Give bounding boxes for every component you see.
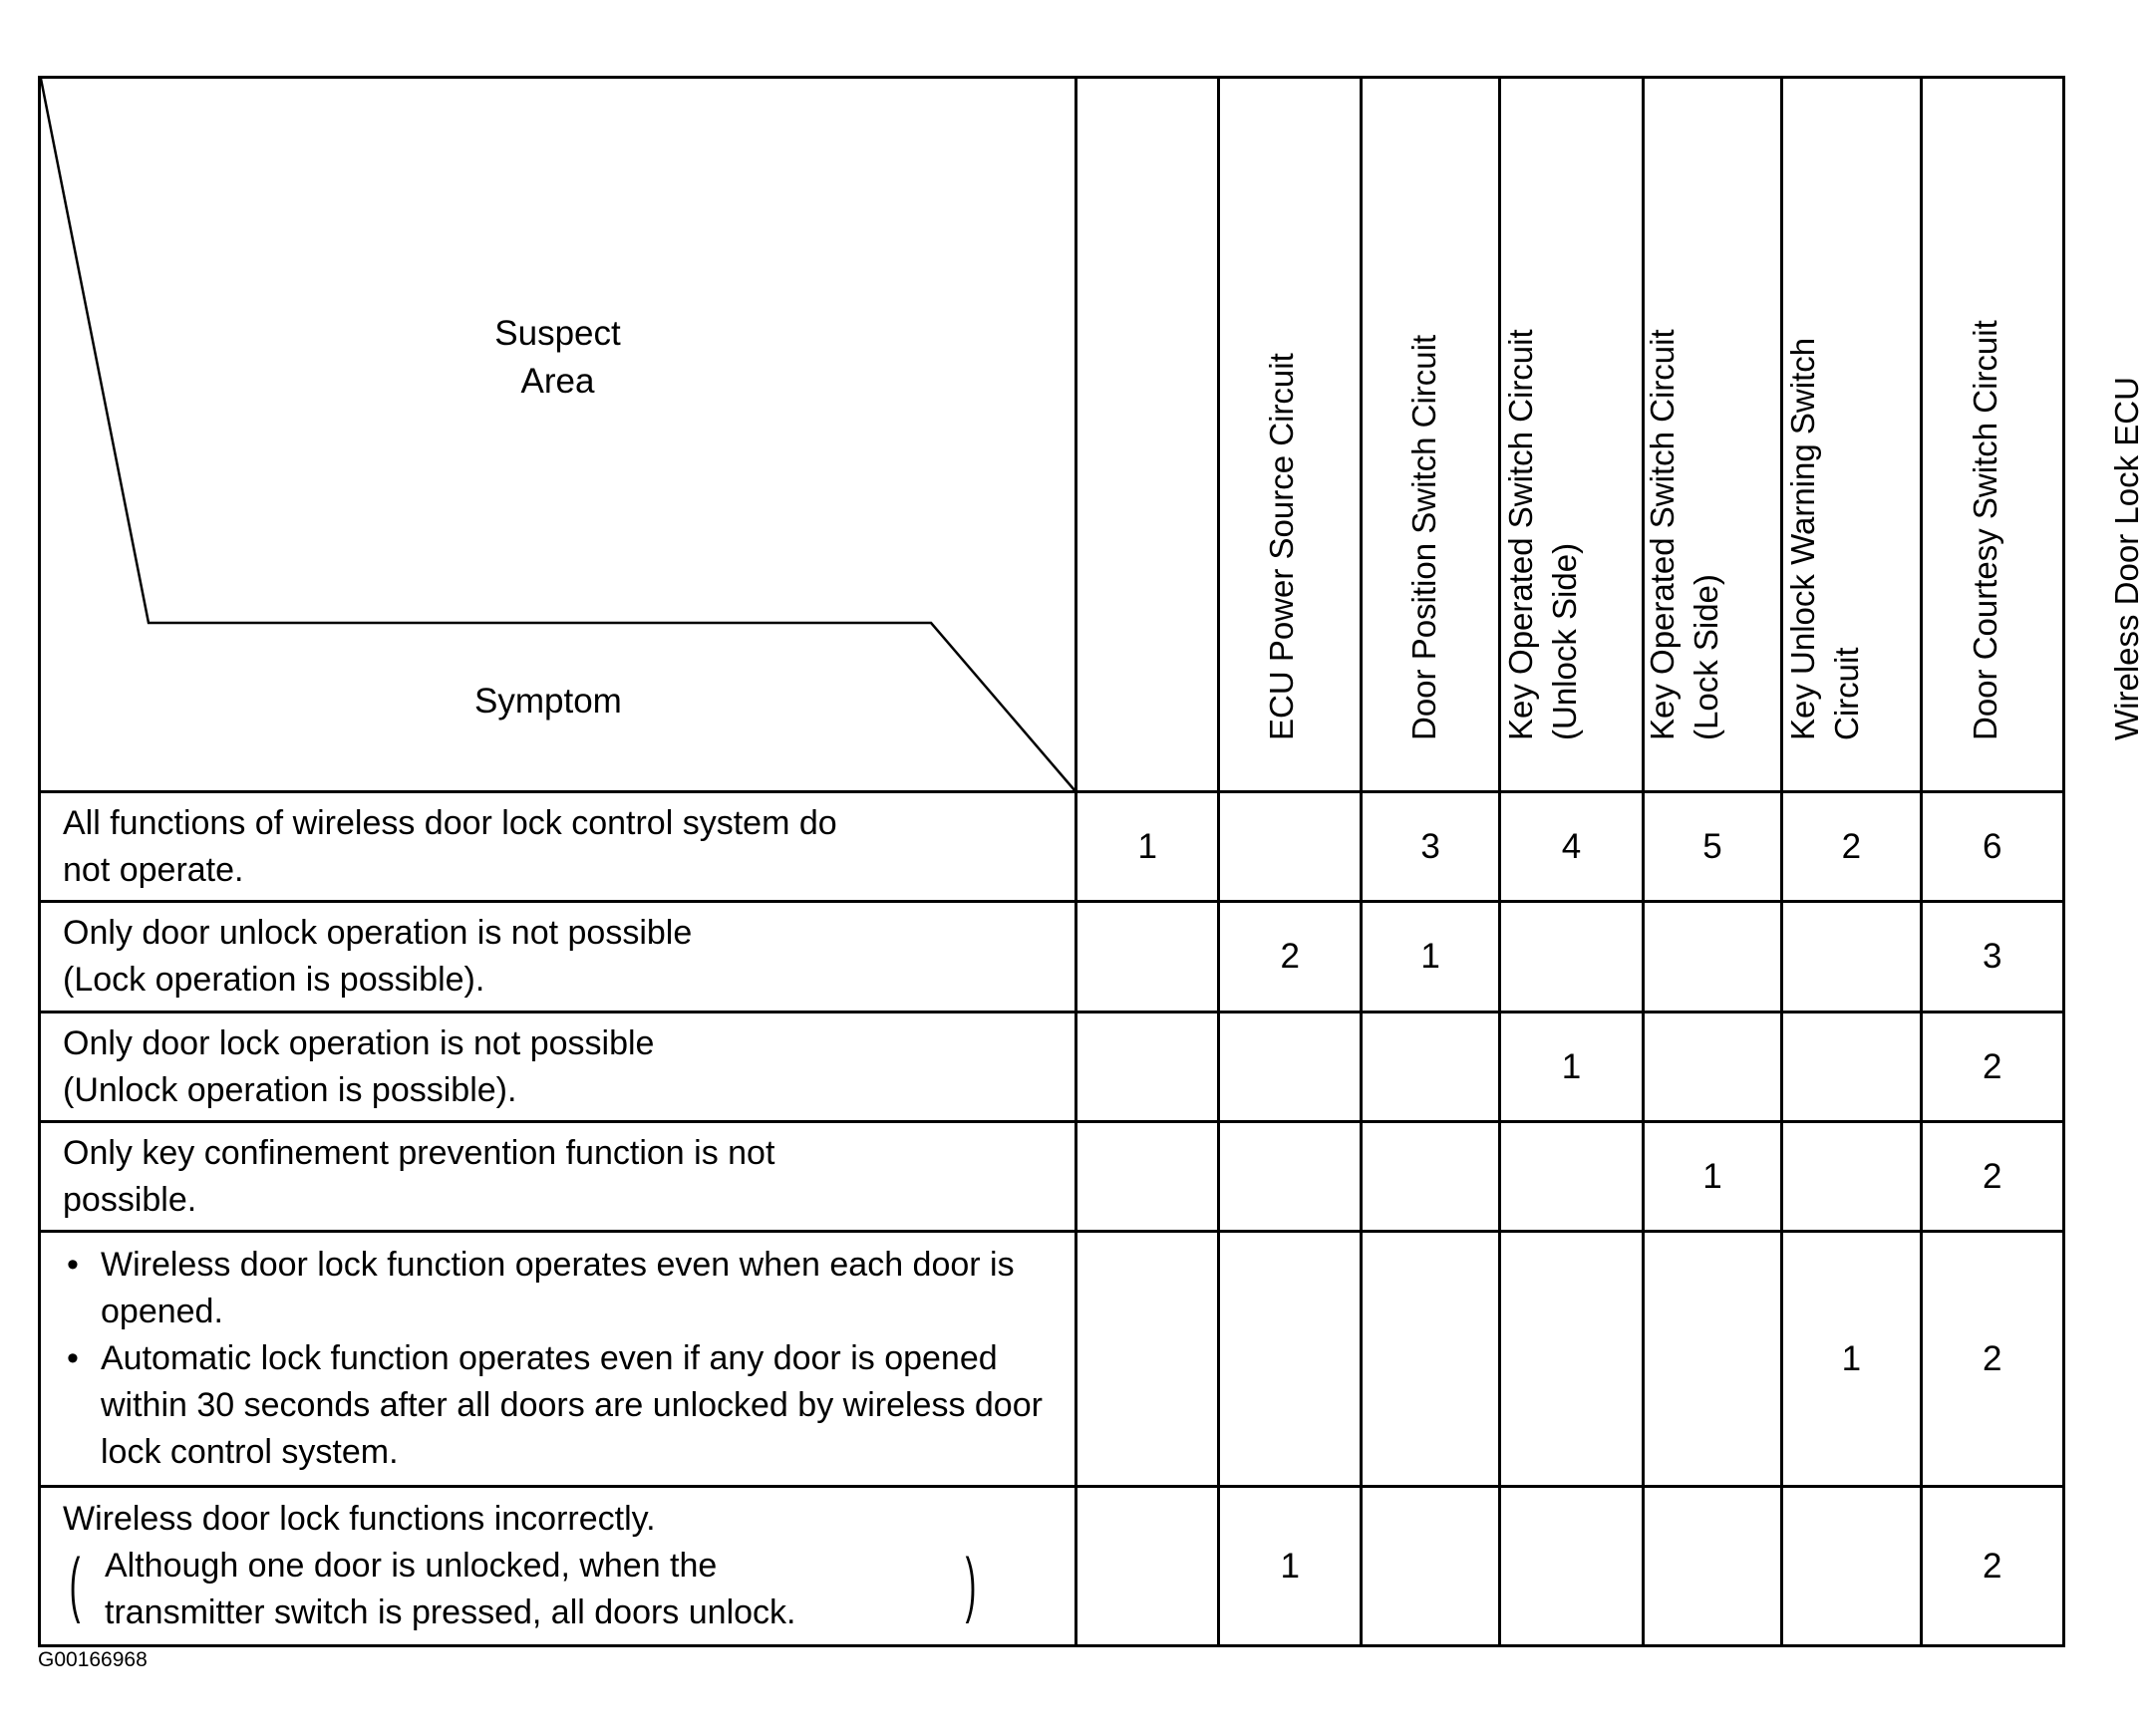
column-header-label: Wireless Door Lock ECU xyxy=(2107,377,2145,740)
value-cell: 1 xyxy=(1076,792,1219,902)
table-row xyxy=(40,1232,2064,1487)
column-header-ecu-power-source xyxy=(1076,78,1301,792)
value-cell: 3 xyxy=(1361,792,1499,902)
value-cell xyxy=(1782,902,1921,1013)
value-cell xyxy=(1219,1232,1361,1487)
parenthetical-note xyxy=(63,1543,1053,1636)
value-cell xyxy=(1219,792,1361,902)
value-cell xyxy=(1361,1487,1499,1646)
value-cell: 2 xyxy=(1782,792,1921,902)
column-header-door-position-switch xyxy=(1219,78,1442,792)
parenthetical-text-line: Although one door is unlocked, when the xyxy=(105,1547,718,1585)
value-cell xyxy=(1219,1013,1361,1122)
table-row xyxy=(40,1122,2064,1232)
symptom-text-line: Wireless door lock functions incorrectly. xyxy=(63,1500,656,1538)
symptom-cell xyxy=(40,1232,1076,1487)
column-header-key-switch-unlock xyxy=(1361,78,1583,792)
value-cell: 2 xyxy=(1921,1232,2063,1487)
value-cell xyxy=(1643,902,1781,1013)
table-row xyxy=(40,1487,2064,1646)
symptom-label: Symptom xyxy=(474,682,622,721)
symptom-cell xyxy=(40,902,1076,1013)
symptom-text-line: Only door lock operation is not possible xyxy=(63,1023,655,1062)
value-cell xyxy=(1076,1122,1219,1232)
value-cell xyxy=(1076,902,1219,1013)
value-cell: 1 xyxy=(1782,1232,1921,1487)
figure-id: G00166968 xyxy=(38,1648,148,1671)
value-cell xyxy=(1782,1122,1921,1232)
value-cell xyxy=(1361,1013,1499,1122)
value-cell: 1 xyxy=(1643,1122,1781,1232)
value-cell xyxy=(1782,1013,1921,1122)
troubleshooting-table-container xyxy=(38,76,2145,1641)
symptom-text-line: (Lock operation is possible). xyxy=(63,961,485,999)
value-cell: 1 xyxy=(1361,902,1499,1013)
column-header-label: Door Position Switch Circuit xyxy=(1404,334,1442,740)
value-cell: 3 xyxy=(1921,902,2063,1013)
column-header-label: Key Operated Switch Circuit (Lock Side) xyxy=(1643,329,1724,740)
bullet-icon: • xyxy=(67,1339,79,1377)
value-cell: 2 xyxy=(1921,1013,2063,1122)
symptom-text-line: Only key confinement prevention function is not xyxy=(63,1133,775,1172)
symptom-bullet-list xyxy=(63,1242,1053,1476)
symptom-text-line: possible. xyxy=(63,1180,197,1219)
column-header-label: Door Courtesy Switch Circuit xyxy=(1967,320,2004,740)
symptom-bullet-text: Wireless door lock function operates even when each door is opened. xyxy=(101,1246,1015,1330)
value-cell xyxy=(1361,1232,1499,1487)
value-cell: 2 xyxy=(1219,902,1361,1013)
column-header-wireless-door-lock-ecu xyxy=(1921,78,2145,792)
column-header-label: Key Unlock Warning Switch Circuit xyxy=(1783,337,1865,740)
column-header-label: Key Operated Switch Circuit (Unlock Side) xyxy=(1501,329,1583,740)
list-item xyxy=(63,1335,1053,1476)
value-cell xyxy=(1076,1487,1219,1646)
symptom-text-line: (Unlock operation is possible). xyxy=(63,1070,517,1109)
value-cell xyxy=(1076,1232,1219,1487)
parenthetical-text-line: transmitter switch is pressed, all doors unlock. xyxy=(105,1593,796,1631)
value-cell: 2 xyxy=(1921,1122,2063,1232)
value-cell: 1 xyxy=(1219,1487,1361,1646)
value-cell xyxy=(1361,1122,1499,1232)
list-item xyxy=(63,1242,1053,1335)
suspect-area-label: Suspect Area xyxy=(494,314,621,401)
symptom-bullet-text: Automatic lock function operates even if any door is opened within 30 seconds after all doors are unlocked by wireless door lock control system. xyxy=(101,1339,1043,1471)
value-cell: 5 xyxy=(1643,792,1781,902)
value-cell xyxy=(1219,1122,1361,1232)
bullet-icon: • xyxy=(67,1246,79,1284)
close-paren: ) xyxy=(965,1545,977,1624)
value-cell: 6 xyxy=(1921,792,2063,902)
value-cell xyxy=(1643,1013,1781,1122)
value-cell xyxy=(1500,1487,1643,1646)
value-cell xyxy=(1500,1122,1643,1232)
corner-header-cell xyxy=(40,78,1076,792)
symptom-text-line: not operate. xyxy=(63,850,244,889)
open-paren: ( xyxy=(69,1545,81,1624)
symptom-cell xyxy=(40,792,1076,902)
value-cell xyxy=(1500,1232,1643,1487)
value-cell xyxy=(1076,1013,1219,1122)
symptom-text-line: Only door unlock operation is not possible xyxy=(63,914,693,952)
symptom-cell xyxy=(40,1122,1076,1232)
header-row xyxy=(40,78,2064,792)
troubleshooting-table xyxy=(38,76,2145,1647)
value-cell: 2 xyxy=(1921,1487,2063,1646)
value-cell xyxy=(1643,1232,1781,1487)
table-row xyxy=(40,1013,2064,1122)
value-cell xyxy=(1643,1487,1781,1646)
column-header-key-unlock-warning xyxy=(1643,78,1865,792)
value-cell xyxy=(1500,902,1643,1013)
table-row xyxy=(40,792,2064,902)
value-cell: 1 xyxy=(1500,1013,1643,1122)
column-header-label: ECU Power Source Circuit xyxy=(1263,353,1301,740)
symptom-text-line: All functions of wireless door lock control system do xyxy=(63,803,837,842)
value-cell xyxy=(1782,1487,1921,1646)
column-header-key-switch-lock xyxy=(1500,78,1724,792)
symptom-cell xyxy=(40,1487,1076,1646)
column-header-door-courtesy-switch xyxy=(1782,78,2004,792)
table-row xyxy=(40,902,2064,1013)
value-cell: 4 xyxy=(1500,792,1643,902)
symptom-cell xyxy=(40,1013,1076,1122)
